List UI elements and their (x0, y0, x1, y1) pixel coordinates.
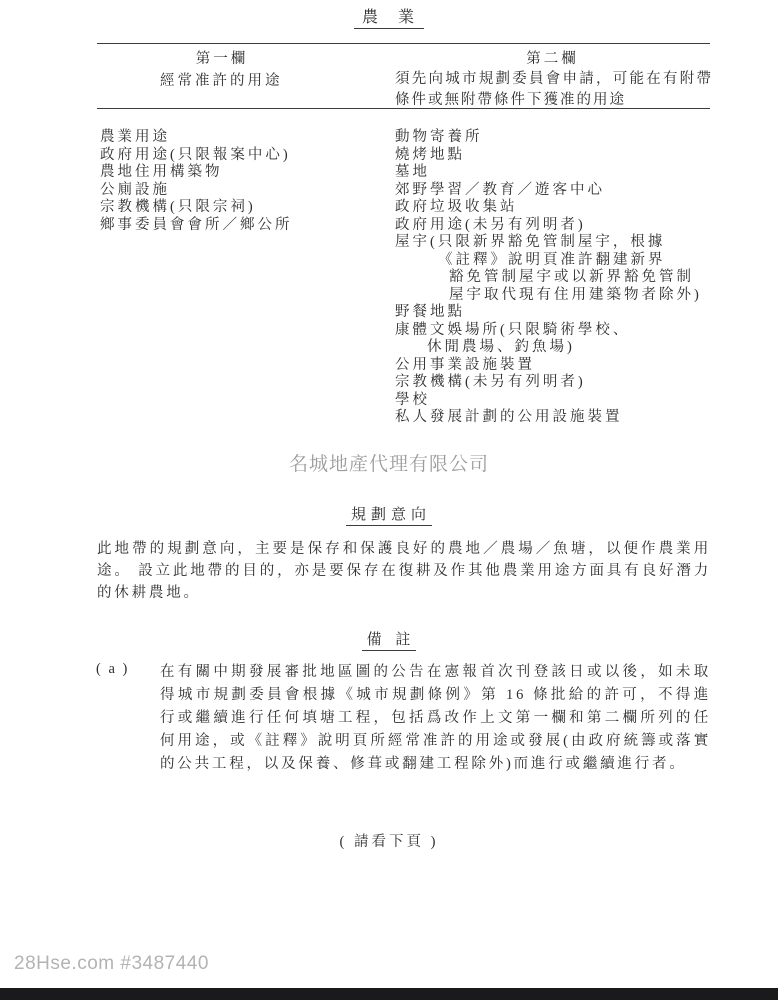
list-item: 政府垃圾收集站 (395, 199, 518, 215)
list-item: 宗教機構(未另有列明者) (395, 374, 586, 390)
list-item: 公用事業設施裝置 (395, 356, 535, 373)
list-item: 農地住用構築物 (100, 164, 223, 180)
list-item: 郊野學習／教育／遊客中心 (395, 181, 605, 198)
table-rule-top (97, 43, 710, 44)
list-item: 農業用途 (100, 129, 170, 145)
list-item: 屋宇(只限新界豁免管制屋宇，根據 (395, 234, 666, 250)
list-item: 私人發展計劃的公用設施裝置 (395, 409, 623, 425)
page-title-text: 農 業 (354, 9, 424, 29)
list-item-continuation: 休閒農場、釣魚場) (427, 339, 575, 355)
list-item: 墓地 (395, 164, 430, 180)
list-item: 政府用途(未另有列明者) (395, 216, 586, 233)
remark-item-text: 在有關中期發展審批地區圖的公告在憲報首次刊登該日或以後，如未取得城市規劃委員會根據《城市規劃條例》第 16 條批給的許可，不得進行或繼續進行任何填塘工程，包括爲改作上文第一欄和第二欄所列的任何用途，或《註釋》說明頁所經常准許的用途或發展(由政府統籌或落實的公共工程，以及保養、修葺或翻建工程除外)而進行或繼續進行者。 (160, 664, 711, 772)
column1-header: 第一欄 (195, 51, 249, 67)
list-item-continuation: 屋宇取代現有住用建築物者除外) (449, 286, 702, 303)
column2-list (395, 129, 702, 427)
planning-intention-body: 此地帶的規劃意向，主要是保存和保護良好的農地／農場／魚塘，以便作農業用途。 設立此地帶的目的，亦是要保存在復耕及作其他農業用途方面具有良好潛力的休耕農地。 (97, 541, 711, 601)
column2-subheader: 須先向城市規劃委員會申請，可能在有附帶條件或無附帶條件下獲准的用途 (395, 71, 713, 108)
see-next-page-note: ( 請看下頁 ) (339, 834, 439, 850)
list-item: 政府用途(只限報案中心) (100, 146, 291, 163)
planning-intention-heading-text: 規劃意向 (346, 507, 432, 526)
list-item-continuation: 豁免管制屋宇或以新界豁免管制 (449, 269, 694, 285)
agency-watermark: 名城地產代理有限公司 (288, 454, 489, 475)
site-watermark: 28Hse.com #3487440 (14, 953, 209, 974)
list-item: 燒烤地點 (395, 146, 465, 163)
list-item-continuation: 《註釋》說明頁准許翻建新界 (438, 251, 666, 268)
remark-item-label: ( a ) (96, 661, 130, 677)
remarks-heading-text: 備 註 (362, 632, 417, 651)
page-title (0, 4, 778, 27)
list-item: 宗教機構(只限宗祠) (100, 199, 256, 215)
column2-header: 第二欄 (526, 51, 579, 67)
bottom-bar (0, 988, 778, 1000)
list-item: 學校 (395, 391, 430, 408)
list-item: 野餐地點 (395, 304, 465, 320)
column1-subheader: 經常准許的用途 (160, 73, 283, 89)
list-item: 公廁設施 (100, 181, 170, 198)
remarks-heading (0, 628, 778, 649)
column1-list (100, 129, 293, 234)
list-item: 鄉事委員會會所／鄉公所 (100, 216, 293, 233)
list-item: 動物寄養所 (395, 129, 483, 145)
planning-intention-heading (0, 503, 778, 524)
list-item: 康體文娛場所(只限騎術學校、 (395, 321, 631, 338)
